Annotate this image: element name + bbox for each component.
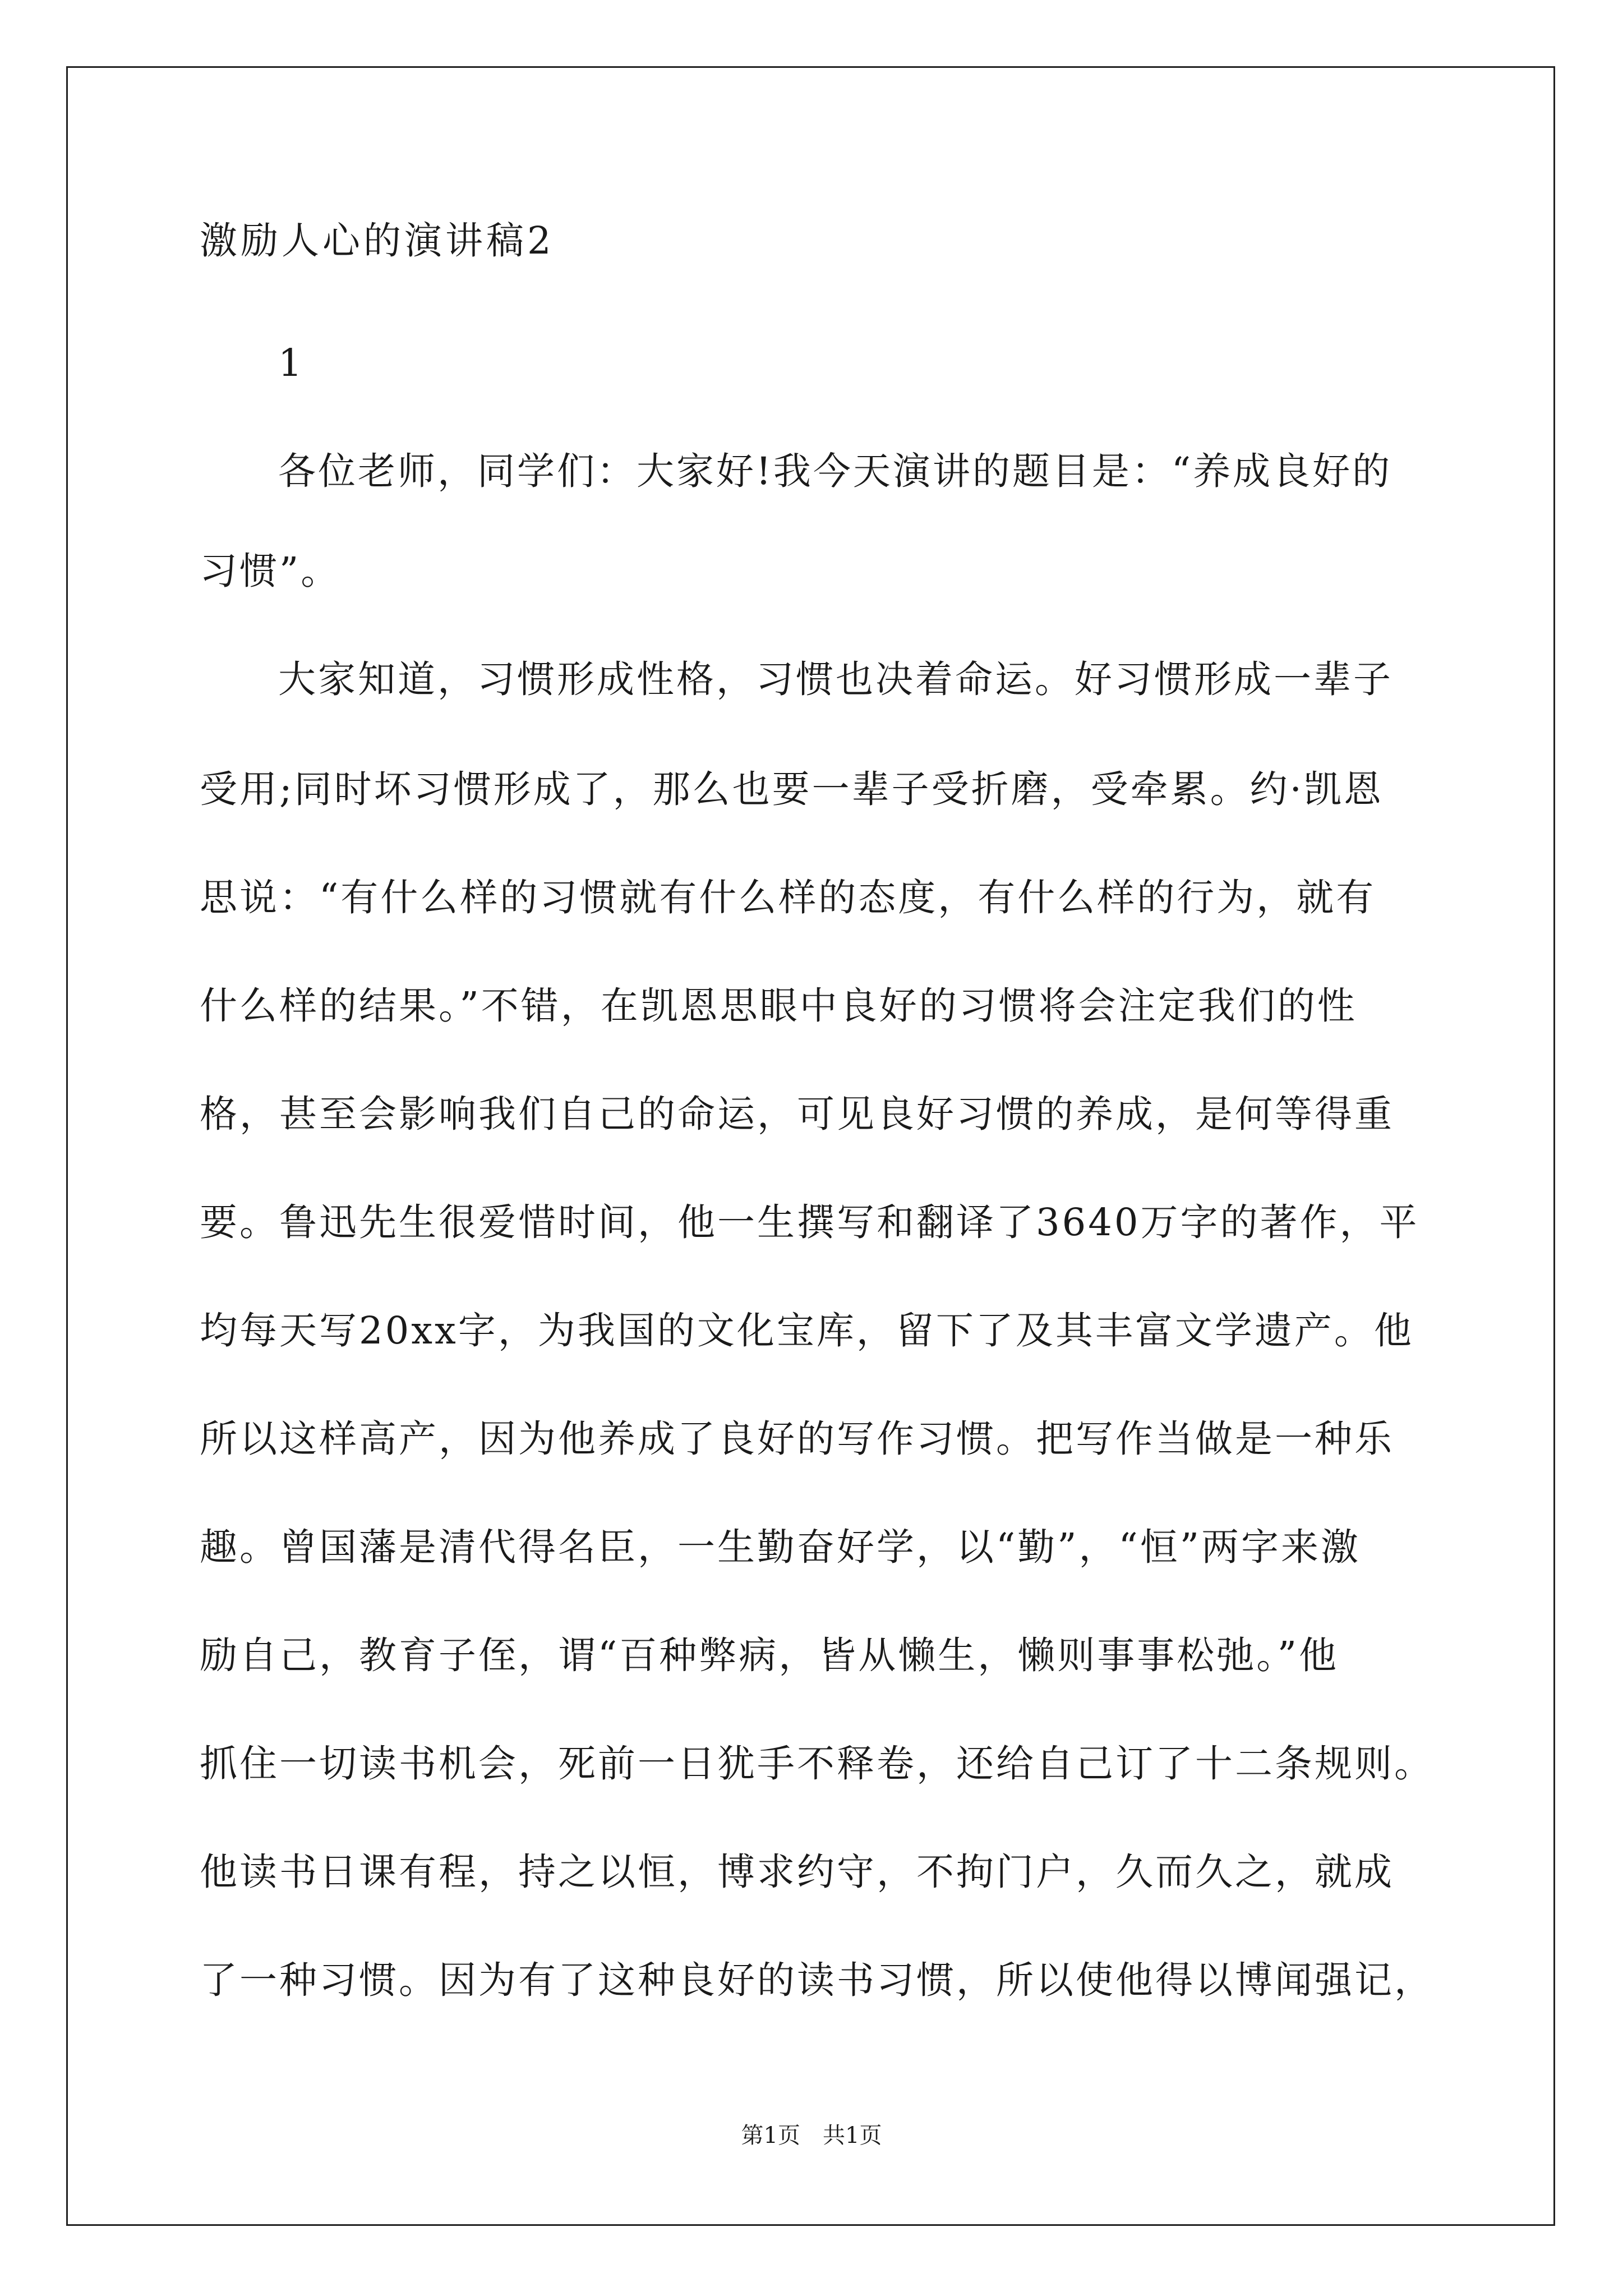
paragraph-line: 大家知道，习惯形成性格，习惯也决着命运。好习惯形成一辈子 — [278, 657, 1393, 701]
paragraph-line: 他读书日课有程，持之以恒，博求约守，不拘门户，久而久之，就成 — [200, 1850, 1394, 1894]
document-body — [200, 219, 1435, 263]
page-number: 第1页 — [741, 2123, 800, 2148]
paragraph-line: 趣。曾国藩是清代得名臣，一生勤奋好学，以“勤”，“恒”两字来激 — [200, 1525, 1361, 1569]
page-footer — [0, 2124, 1623, 2147]
paragraph-line: 均每天写20xx字，为我国的文化宝库，留下了及其丰富文学遗产。他 — [200, 1309, 1414, 1352]
paragraph-line: 各位老师，同学们：大家好!我今天演讲的题目是：“养成良好的 — [278, 449, 1393, 493]
paragraph-line: 抓住一切读书机会，死前一日犹手不释卷，还给自己订了十二条规则。 — [200, 1742, 1434, 1786]
paragraph-line: 习惯”。 — [200, 549, 341, 593]
page-border — [66, 66, 1555, 2226]
paragraph-line: 格，甚至会影响我们自己的命运，可见良好习惯的养成，是何等得重 — [200, 1092, 1394, 1136]
paragraph-line: 了一种习惯。因为有了这种良好的读书习惯，所以使他得以博闻强记， — [200, 1958, 1434, 2002]
total-pages: 共1页 — [823, 2123, 882, 2148]
section-number: 1 — [278, 341, 302, 385]
document-title: 激励人心的演讲稿2 — [200, 219, 555, 263]
paragraph-line: 励自己，教育子侄，谓“百种弊病，皆从懒生，懒则事事松弛。”他 — [200, 1634, 1339, 1677]
paragraph-line: 所以这样高产，因为他养成了良好的写作习惯。把写作当做是一种乐 — [200, 1417, 1394, 1461]
paragraph-line: 什么样的结果。”不错，在凯恩思眼中良好的习惯将会注定我们的性 — [200, 984, 1357, 1028]
paragraph-line: 受用;同时坏习惯形成了，那么也要一辈子受折磨，受牵累。约·凯恩 — [200, 767, 1384, 811]
paragraph-line: 要。鲁迅先生很爱惜时间，他一生撰写和翻译了3640万字的著作，平 — [200, 1200, 1419, 1244]
paragraph-line: 思说：“有什么样的习惯就有什么样的态度，有什么样的行为，就有 — [200, 876, 1376, 919]
